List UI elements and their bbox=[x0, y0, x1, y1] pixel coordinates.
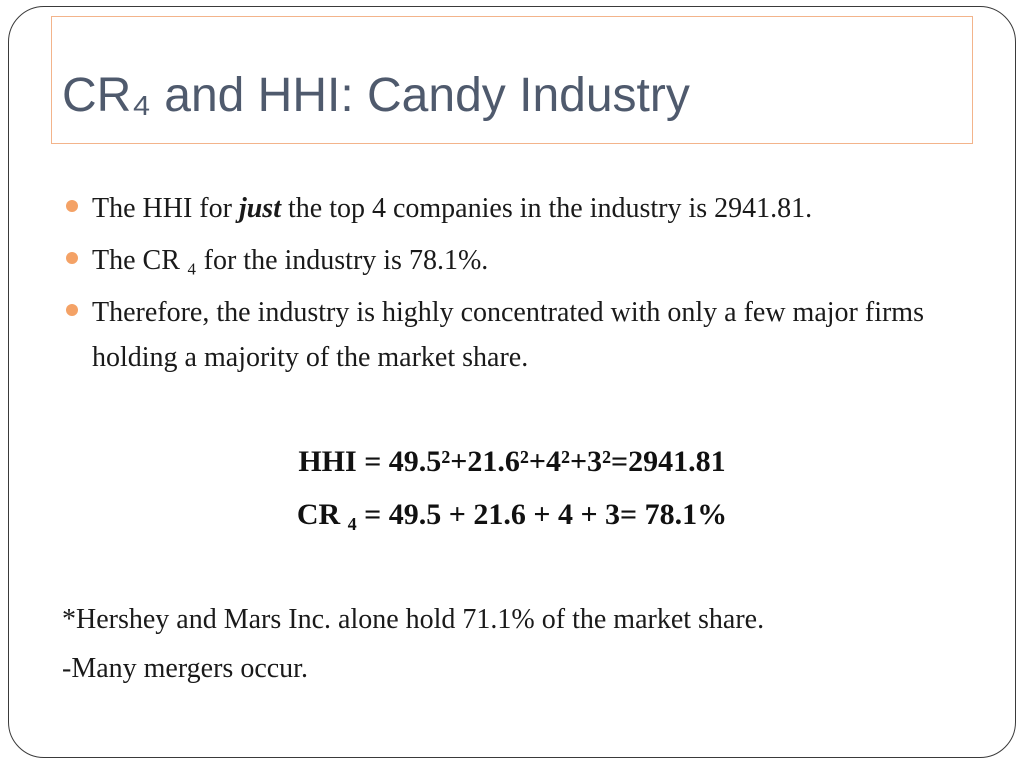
bullet-hhi-top4 bbox=[66, 186, 966, 231]
bullet-dot-icon bbox=[66, 252, 78, 264]
bullet-conclusion bbox=[66, 290, 966, 380]
slide-title: CR₄ and HHI: Candy Industry bbox=[62, 69, 690, 122]
bullet-list bbox=[66, 186, 966, 380]
bullet-cr4 bbox=[66, 238, 966, 283]
bullet-dot-icon bbox=[66, 200, 78, 212]
formula-cr4: CR ₄ = 49.5 + 21.6 + 4 + 3= 78.1% bbox=[296, 498, 728, 531]
bullet-text-after: the top 4 companies in the industry is 2941.81. bbox=[280, 193, 813, 224]
bullet-text: Therefore, the industry is highly concentrated with only a few major firms holding a majority of the market share. bbox=[92, 297, 924, 373]
bullet-emphasis: just bbox=[238, 193, 281, 224]
note-mergers: -Many mergers occur. bbox=[62, 653, 308, 684]
note-hershey-mars: *Hershey and Mars Inc. alone hold 71.1% of the market share. bbox=[62, 604, 765, 635]
bullet-text: The CR ₄ for the industry is 78.1%. bbox=[92, 245, 489, 276]
bullet-text-before: The HHI for bbox=[92, 193, 239, 224]
bullet-dot-icon bbox=[66, 304, 78, 316]
formula-hhi: HHI = 49.5²+21.6²+4²+3²=2941.81 bbox=[298, 445, 726, 478]
